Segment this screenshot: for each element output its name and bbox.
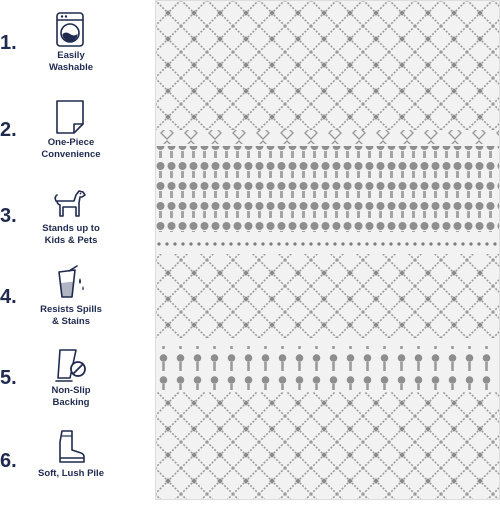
feature-label: Resists Spills & Stains [40,304,102,327]
feature-one-piece [0,97,150,177]
boot-icon [50,428,90,468]
feature-label: Stands up to Kids & Pets [42,223,100,246]
feature-number: 6. [0,450,17,472]
feature-number: 4. [0,286,17,308]
feature-label: One-Piece Convenience [41,137,101,160]
feature-label: Soft, Lush Pile [38,468,104,479]
feature-number: 2. [0,119,17,141]
feature-list [0,0,150,500]
dog-icon [50,183,90,223]
feature-number: 3. [0,205,17,227]
feature-easily-washable [0,10,150,90]
non-slip-icon [50,345,90,385]
washing-machine-icon [50,10,90,50]
feature-number: 1. [0,32,17,54]
feature-resists-spills [0,264,150,344]
rug-pattern [155,0,500,500]
folded-rug-icon [50,97,90,137]
feature-label: Non-Slip Backing [51,385,91,408]
feature-soft-pile [0,428,150,508]
spilled-cup-icon [50,264,90,304]
feature-number: 5. [0,367,17,389]
feature-label: Easily Washable [49,50,93,73]
feature-kids-pets [0,183,150,263]
rug-image [155,0,500,500]
feature-non-slip [0,345,150,425]
